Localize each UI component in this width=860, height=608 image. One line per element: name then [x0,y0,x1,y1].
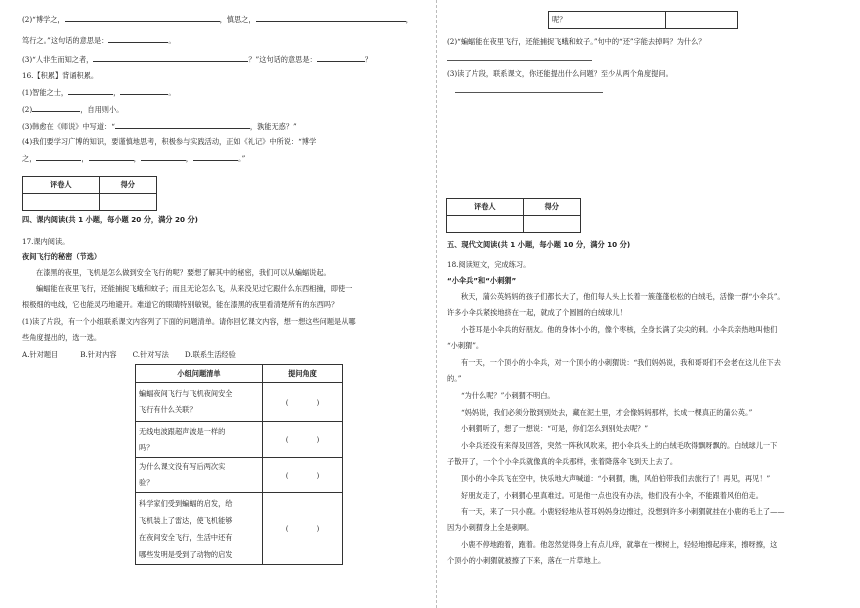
answer-cell[interactable]: ( ) [263,383,343,422]
q17-1-line1: (1)读了片段，有一个小组联系课文内容列了下面的问题清单。请你回忆课文内容，想一想这些问题是从哪 [22,317,356,326]
story-line: “小刺猬”。 [447,341,484,350]
story-line: 有一天，一个顶小的小伞兵，对一个顶小的小刺猬说：“我们妈妈说，我和哥哥们不会老在这儿住下去 [461,358,781,367]
answer-blank[interactable] [36,153,81,161]
story-line: 小刺猬听了，想了一想说：“可是，你们怎么到别处去呢？” [461,424,649,433]
story-line: 有一天，来了一只小鹿。小鹿轻轻地从苍耳妈妈身边擦过，没想到许多小刺猬就挂在小鹿的毛上了—— [461,507,785,516]
answer-cell[interactable]: ( ) [263,422,343,458]
score-box [22,176,157,211]
story-line: 子散开了，一个个小伞兵就像真的伞兵那样，张着降落伞飞到天上去了。 [447,457,678,466]
q17-1-line2: 些角度提出的，选一选。 [22,333,102,342]
story-line: 的。” [447,374,462,383]
answer-cell[interactable] [666,12,738,29]
grader-header: 评卷人 [447,199,524,216]
table-row: 无线电波跟超声波是一样的 吗？ ( ) [136,422,343,458]
answer-blank[interactable] [141,153,186,161]
story-line: 秋天，蒲公英妈妈的孩子们都长大了，他们每人头上长着一簇蓬蓬松松的白绒毛，活像一群“小伞兵”。 [461,292,785,301]
grader-cell[interactable] [447,216,524,233]
table-cell-continued: 呢？ [549,12,666,29]
story-line: 个顶小的小刺猬就被擦了下来，落在一片草地上。 [447,556,606,565]
q16-heading: 16.【积累】背诵积累。 [22,71,99,80]
passage-paragraph-2-line1: 蝙蝠能在夜里飞行，还能捕捉飞蛾和蚊子；而且无论怎么飞，从来没见过它跟什么东西相撞，即使一 [36,284,353,293]
score-header: 得分 [523,199,580,216]
story-line: 小鹿不停地跑着，跑着。他忽然觉得身上有点儿痒，就靠在一棵树上，轻轻地擦起痒来，擦呀擦，这 [461,540,778,549]
q16-4-line2: 之， ， ， ， 。” [22,154,246,163]
story-line: 许多小伞兵紧挨地挤在一起，就成了个圆圆的白绒球儿！ [447,308,627,317]
table-header-angle: 提问角度 [263,365,343,383]
grader-header: 评卷人 [23,177,100,194]
answer-blank[interactable] [93,54,248,62]
q16-4-line1: (4)我们要学习广博的知识，要谨慎地思考，积极参与实践活动，正如《礼记》中所说：“博学 [22,137,317,146]
answer-blank[interactable] [193,153,238,161]
answer-cell[interactable]: ( ) [263,458,343,493]
options-line [22,350,236,359]
score-header: 得分 [99,177,156,194]
answer-line[interactable] [455,92,603,93]
q18-heading: 18.阅读短文，完成练习。 [447,260,531,269]
q16-2-line: (2) ，自用则小。 [22,105,124,114]
q17-2-question: (2)“蝙蝠能在夜里飞行，还能捕捉飞蛾和蚊子。”句中的“还”字能去掉吗？为什么？ [447,37,706,46]
answer-cell[interactable]: ( ) [263,493,343,565]
option-a: A.针对题目 [22,350,59,359]
section-5-heading: 五、现代文阅读(共 1 小题，每小题 10 分，满分 10 分) [447,240,631,249]
option-c: C.针对写法 [132,350,169,359]
answer-blank[interactable] [256,14,406,22]
q17-heading: 17.课内阅读。 [22,237,70,246]
answer-blank[interactable] [89,153,134,161]
table-row: 科学家们受到蝙蝠的启发，给 飞机装上了雷达，使飞机能够 在夜间安全飞行，生活中还有 哪些发明是受到了动物的启发 ( ) [136,493,343,565]
answer-blank[interactable] [65,14,220,22]
answer-blank[interactable] [120,87,168,95]
story-line: 小苍耳是小伞兵的好朋友。他的身体小小的，像个枣核，全身长满了尖尖的刺。小伞兵亲热地叫他们 [461,325,778,334]
story-line: 好朋友走了，小刺猬心里真难过。可是他一点也没有办法，他们没有小伞，不能跟着风伯伯走。 [461,491,763,500]
table-header-questions: 小组问题清单 [136,365,263,383]
score-cell[interactable] [523,216,580,233]
q17-3-question: (3)读了片段，联系课文，你还能提出什么问题？至少从两个角度提问。 [447,69,673,78]
story-title: “小伞兵”和“小刺猬” [447,276,517,285]
story-line: 因为小刺猬身上全是刺啊。 [447,523,534,532]
answer-blank[interactable] [68,87,113,95]
story-line: “为什么呢？”小刺猬不明白。 [461,391,555,400]
answer-line[interactable] [447,60,592,61]
score-box [446,198,581,233]
section-4-heading: 四、课内阅读(共 1 小题，每小题 20 分，满分 20 分) [22,215,198,224]
passage-paragraph-2-line2: 根极细的电线，它也能灵巧地避开。难道它的眼睛特别敏锐，能在漆黑的夜里看清楚所有的东西吗？ [22,300,339,309]
score-cell[interactable] [99,194,156,211]
column-divider [436,0,437,608]
story-line: 顶小的小伞兵飞在空中，快乐地大声喊道：“小刺猬，瞧，风伯伯带我们去旅行了！再见，再见！” [461,474,771,483]
q16-1-line: (1)智能之士， ， 。 [22,88,176,97]
q15-2-line2: 笃行之。”这句话的意思是： 。 [22,36,176,45]
option-b: B.针对内容 [80,350,117,359]
q15-2-line1: (2)“博学之， ，慎思之， ， [22,15,413,24]
answer-blank[interactable] [32,104,80,112]
story-line: 小伞兵还没有来得及回答，突然一阵秋风吹来，把小伞兵头上的白绒毛吹得飘呀飘的。白绒球儿一下 [461,441,778,450]
grader-cell[interactable] [23,194,100,211]
answer-blank[interactable] [108,35,168,43]
q15-3-line: (3)“人非生而知之者， ？”这句话的意思是： ？ [22,55,372,64]
table-row: 蝙蝠夜间飞行与飞机夜间安全 飞行有什么关联？ ( ) [136,383,343,422]
passage-title: 夜间飞行的秘密（节选） [22,252,102,261]
story-line: “妈妈说，我们必须分散到别处去，藏在泥土里，才会像妈妈那样，长成一棵真正的蒲公英。” [461,408,753,417]
table-continuation [548,11,738,29]
right-column [445,0,845,608]
q16-3-line: (3)韩愈在《师说》中写道：“ ，孰能无惑？” [22,122,297,131]
left-column [22,0,427,608]
table-row: 为什么课文没有写后两次实 验？ ( ) [136,458,343,493]
answer-blank[interactable] [115,121,250,129]
question-list-table [135,364,343,565]
option-d: D.联系生活经验 [184,350,236,359]
passage-paragraph-1: 在漆黑的夜里，飞机是怎么做到安全飞行的呢？要想了解其中的秘密，我们可以从蝙蝠说起。 [36,268,331,277]
answer-blank[interactable] [317,54,365,62]
